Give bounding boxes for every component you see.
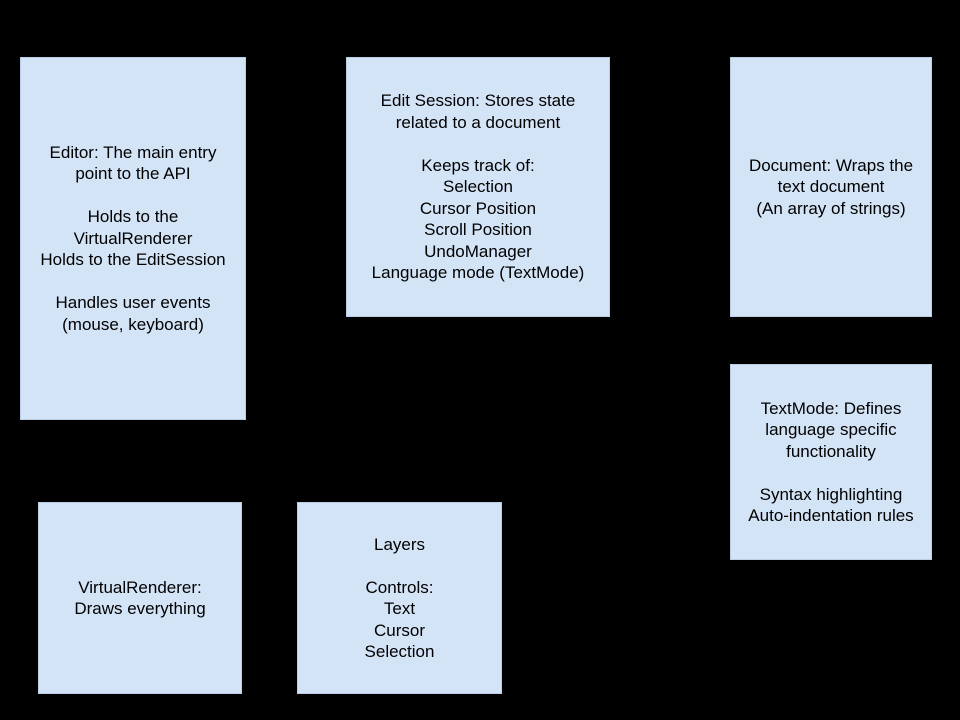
diagram-node-document[interactable] — [730, 57, 932, 317]
diagram-node-layers[interactable] — [297, 502, 502, 694]
diagram-node-editor[interactable] — [20, 57, 246, 420]
diagram-node-document-label: Document: Wraps the text document (An array of strings) — [748, 155, 914, 218]
diagram-node-editor-label: Editor: The main entry point to the API Holds to the VirtualRenderer Holds to the EditSession Handles user events (mouse, keyboard) — [40, 142, 226, 334]
diagram-node-virtual-renderer-label: VirtualRenderer: Draws everything — [74, 577, 206, 618]
diagram-node-text-mode-label: TextMode: Defines language specific functionality Syntax highlighting Auto-indentation rules — [748, 398, 914, 525]
diagram-node-layers-label: Layers Controls: Text Cursor Selection — [364, 534, 435, 661]
diagram-node-virtual-renderer[interactable] — [38, 502, 242, 694]
diagram-node-edit-session-label: Edit Session: Stores state related to a document Keeps track of: Selection Cursor Position Scroll Position UndoManager Language mode (TextMode) — [371, 91, 585, 283]
diagram-node-edit-session[interactable] — [346, 57, 610, 317]
diagram-node-text-mode[interactable] — [730, 364, 932, 560]
